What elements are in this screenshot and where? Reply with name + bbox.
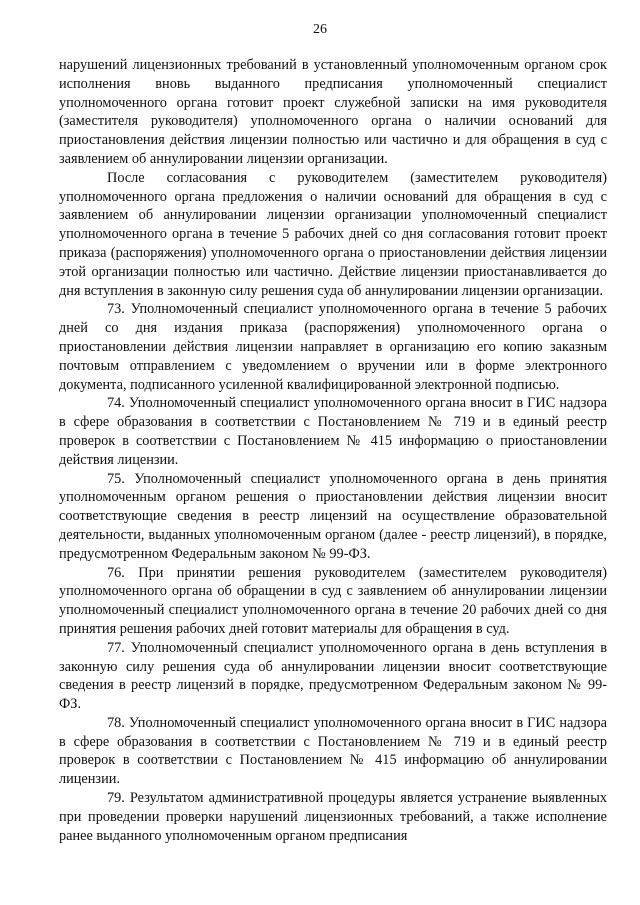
paragraph-77: 77. Уполномоченный специалист уполномоченного органа в день вступления в законную силу решения суда об аннулировании лицензии вносит соответствующие сведения в реестр лицензий в порядке, предусмотренном Федеральным законом № 99-ФЗ. — [59, 639, 607, 713]
paragraph: После согласования с руководителем (заместителем руководителя) уполномоченного органа предложения о наличии оснований для обращения в суд с заявлением об аннулировании лицензии организации уполномоченный специалист уполномоченного органа в течение 5 рабочих дней со дня согласования готовит проект приказа (распоряжения) уполномоченного органа о приостановлении действия лицензии этой организации полностью или частично. Действие лицензии приостанавливается до дня вступления в законную силу решения суда об аннулировании лицензии организации. — [59, 169, 607, 299]
paragraph-73: 73. Уполномоченный специалист уполномоченного органа в течение 5 рабочих дней со дня издания приказа (распоряжения) уполномоченного органа о приостановлении действия лицензии направляет в организацию его копию заказным почтовым отправлением с уведомлением о вручении или в форме электронного документа, подписанного усиленной квалифицированной электронной подписью. — [59, 301, 607, 393]
page-number: 26 — [313, 22, 327, 37]
paragraph-78: 78. Уполномоченный специалист уполномоченного органа вносит в ГИС надзора в сфере образования в соответствии с Постановлением № 719 и в единый реестр проверок в соответствии с Постановлением № 415 информацию об аннулировании лицензии. — [59, 714, 607, 788]
paragraph-79: 79. Результатом административной процедуры является устранение выявленных при проведении проверки нарушений лицензионных требований, а также исполнение ранее выданного уполномоченным органом предписания — [59, 790, 607, 844]
paragraph-76: 76. При принятии решения руководителем (заместителем руководителя) уполномоченного органа об обращении в суд с заявлением об аннулировании лицензии уполномоченный специалист уполномоченного органа в течение 20 рабочих дней со дня принятия решения рабочих дней готовит материалы для обращения в суд. — [59, 564, 607, 637]
paragraph-74: 74. Уполномоченный специалист уполномоченного органа вносит в ГИС надзора в сфере образования в соответствии с Постановлением № 719 и в единый реестр проверок в соответствии с Постановлением № 415 информацию о приостановлении действия лицензии. — [59, 395, 607, 468]
paragraph-continuation: нарушений лицензионных требований в установленный уполномоченным органом срок исполнения вновь выданного предписания уполномоченный специалист уполномоченного органа готовит проект служебной записки на имя руководителя (заместителя руководителя) уполномоченного органа о наличии оснований для приостановления действия лицензии полностью или частично и для обращения в суд с заявлением об аннулировании лицензии организации. — [59, 57, 607, 167]
paragraph-75: 75. Уполномоченный специалист уполномоченного органа в день принятия уполномоченным органом решения о приостановлении действия лицензии вносит соответствующие сведения в реестр лицензий на осуществление образовательной деятельности, выданных уполномоченным органом (далее - реестр лицензий), в порядке, предусмотренном Федеральным законом № 99-ФЗ. — [59, 470, 607, 562]
document-body — [59, 56, 607, 845]
